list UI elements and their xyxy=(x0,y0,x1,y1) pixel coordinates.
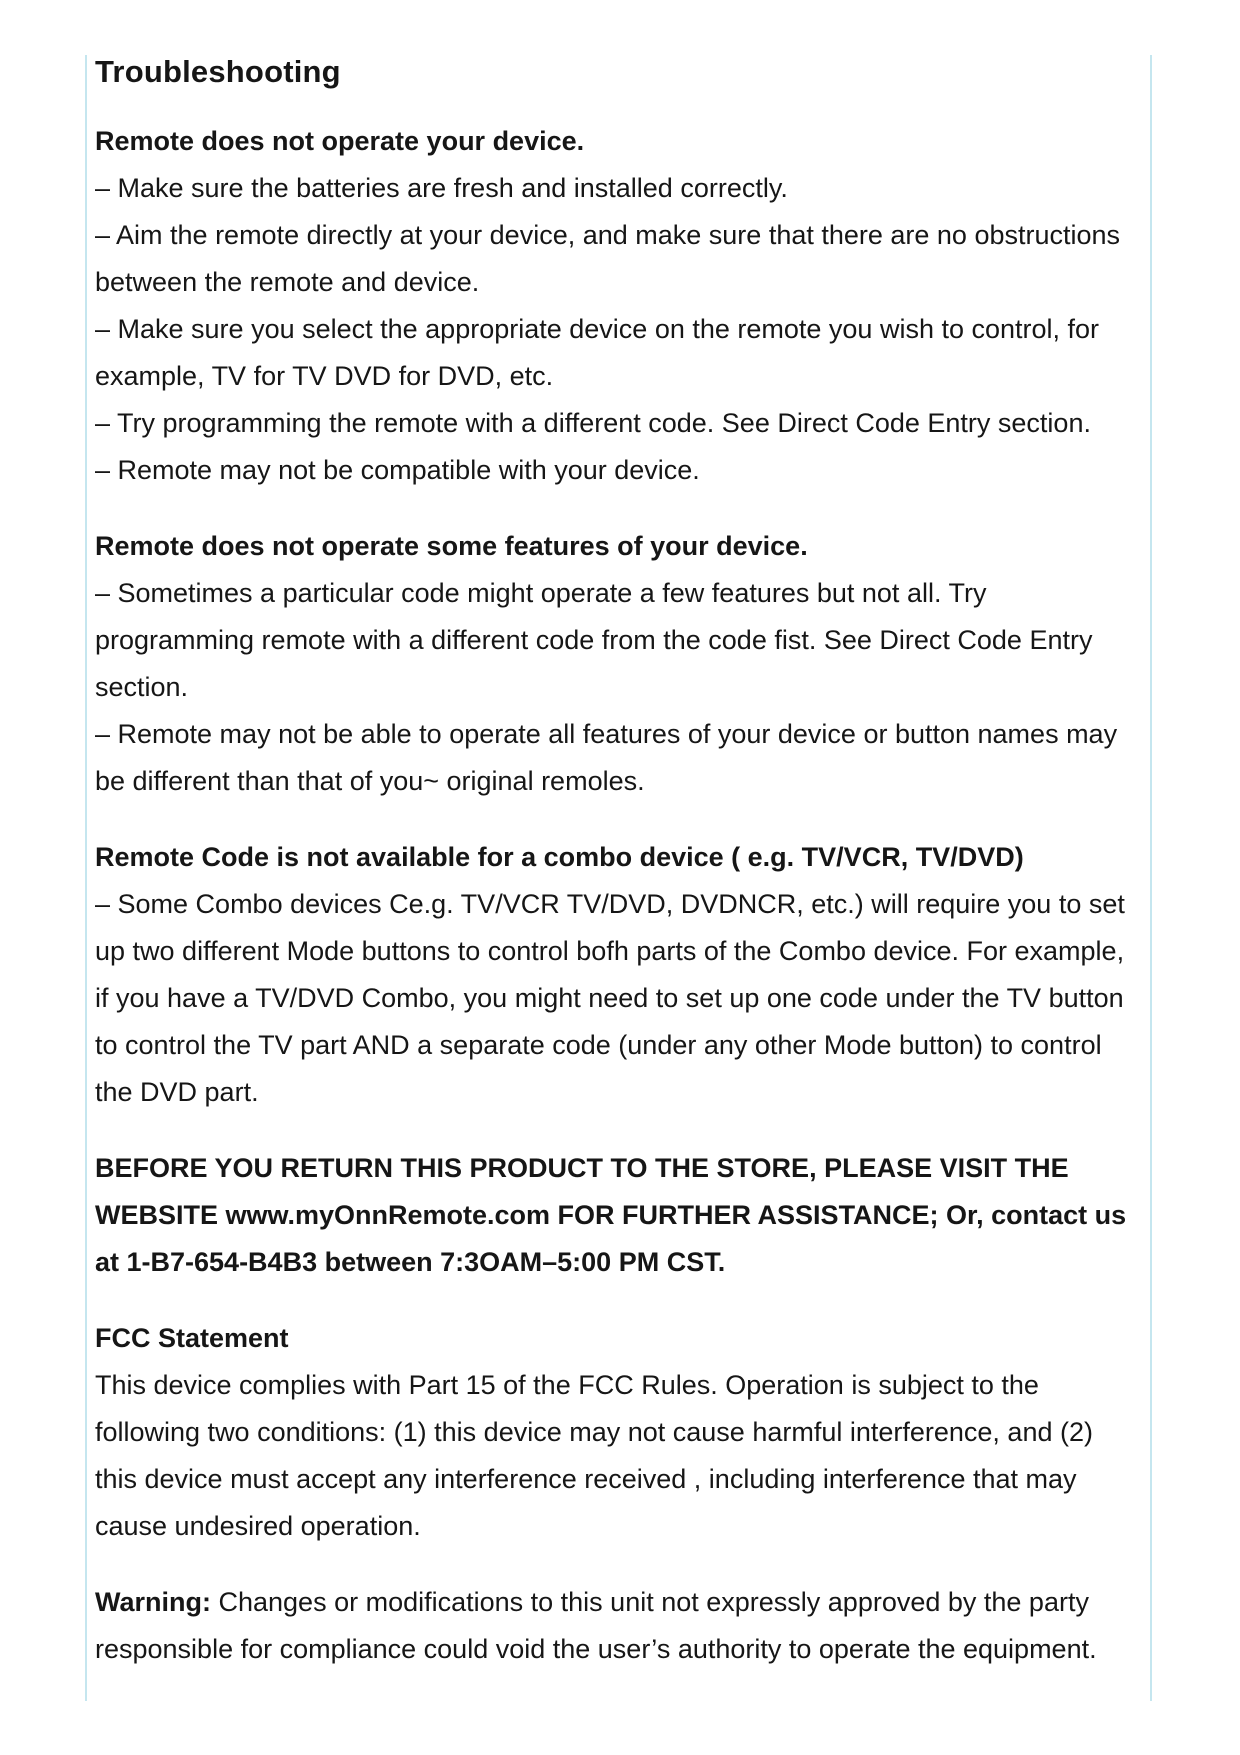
text-line xyxy=(95,1145,1145,1192)
text-line xyxy=(95,1022,1145,1069)
document-content xyxy=(95,52,1145,1673)
text-line xyxy=(95,259,1145,306)
text-line xyxy=(95,881,1145,928)
text-line xyxy=(95,447,1145,494)
text-run: up two different Mode buttons to control bofh parts of the Combo device. For example, xyxy=(95,936,1125,966)
text-line xyxy=(95,834,1145,881)
text-line xyxy=(95,1315,1145,1362)
text-run: – Remote may not be compatible with your device. xyxy=(95,455,700,485)
text-run: cause undesired operation. xyxy=(95,1511,421,1541)
text-run: section. xyxy=(95,672,189,702)
text-run: – Sometimes a particular code might operate a few features but not all. Try xyxy=(95,578,987,608)
text-line xyxy=(95,118,1145,165)
bold-text-run: WEBSITE www.myOnnRemote.com FOR FURTHER ASSISTANCE; Or, contact us xyxy=(95,1200,1127,1230)
bold-text-run: Warning: xyxy=(95,1587,211,1617)
text-run: following two conditions: (1) this device may not cause harmful interference, and (2) xyxy=(95,1417,1093,1447)
text-run: this device must accept any interference received , including interference that may xyxy=(95,1464,1077,1494)
text-line xyxy=(95,664,1145,711)
text-line xyxy=(95,306,1145,353)
bold-text-run: FCC Statement xyxy=(95,1323,289,1353)
text-line xyxy=(95,1362,1145,1409)
text-line xyxy=(95,212,1145,259)
text-run: example, TV for TV DVD for DVD, etc. xyxy=(95,361,554,391)
bold-text-run: Remote does not operate your device. xyxy=(95,126,585,156)
text-run: programming remote with a different code from the code fist. See Direct Code Entry xyxy=(95,625,1093,655)
text-line xyxy=(95,1503,1145,1550)
text-line xyxy=(95,353,1145,400)
paragraph-remote-does-not-operate-some-features xyxy=(95,523,1145,805)
text-line xyxy=(95,165,1145,212)
text-run: to control the TV part AND a separate code (under any other Mode button) to control xyxy=(95,1030,1102,1060)
text-line xyxy=(95,570,1145,617)
text-run: between the remote and device. xyxy=(95,267,480,297)
text-line xyxy=(95,523,1145,570)
text-run: the DVD part. xyxy=(95,1077,259,1107)
bold-text-run: BEFORE YOU RETURN THIS PRODUCT TO THE STORE, PLEASE VISIT THE xyxy=(95,1153,1069,1183)
text-line xyxy=(95,400,1145,447)
paragraph-remote-does-not-operate-device xyxy=(95,118,1145,494)
text-run: be different than that of you~ original remoles. xyxy=(95,766,645,796)
paragraph-remote-code-not-available-combo-device xyxy=(95,834,1145,1116)
paragraph-before-you-return-notice xyxy=(95,1145,1145,1286)
paragraph-warning xyxy=(95,1579,1145,1673)
text-run: Changes or modifications to this unit not expressly approved by the party xyxy=(210,1587,1089,1617)
text-line xyxy=(95,1579,1145,1626)
text-column-guide-right xyxy=(1150,55,1152,1701)
page-title: Troubleshooting xyxy=(95,54,341,89)
text-run: if you have a TV/DVD Combo, you might need to set up one code under the TV button xyxy=(95,983,1124,1013)
text-line xyxy=(95,1409,1145,1456)
text-line xyxy=(95,1069,1145,1116)
text-line xyxy=(95,928,1145,975)
paragraph-fcc-statement xyxy=(95,1315,1145,1550)
text-line xyxy=(95,975,1145,1022)
paragraph-container xyxy=(95,118,1145,1673)
text-line xyxy=(95,617,1145,664)
text-run: – Try programming the remote with a different code. See Direct Code Entry section. xyxy=(95,408,1091,438)
bold-text-run: Remote does not operate some features of your device. xyxy=(95,531,808,561)
text-line xyxy=(95,1192,1145,1239)
text-line xyxy=(95,711,1145,758)
text-line xyxy=(95,758,1145,805)
text-line xyxy=(95,1626,1145,1673)
text-run: – Make sure the batteries are fresh and installed correctly. xyxy=(95,173,788,203)
bold-text-run: at 1-B7-654-B4B3 between 7:3OAM–5:00 PM CST. xyxy=(95,1247,726,1277)
bold-text-run: Remote Code is not available for a combo device ( e.g. TV/VCR, TV/DVD) xyxy=(95,842,1024,872)
text-run: This device complies with Part 15 of the FCC Rules. Operation is subject to the xyxy=(95,1370,1039,1400)
text-line xyxy=(95,1456,1145,1503)
text-run: – Make sure you select the appropriate device on the remote you wish to control, for xyxy=(95,314,1100,344)
text-line xyxy=(95,1239,1145,1286)
text-run: – Remote may not be able to operate all features of your device or button names may xyxy=(95,719,1118,749)
text-run: – Some Combo devices Ce.g. TV/VCR TV/DVD, DVDNCR, etc.) will require you to set xyxy=(95,889,1125,919)
text-run: responsible for compliance could void the user’s authority to operate the equipment. xyxy=(95,1634,1097,1664)
text-column-guide-left xyxy=(85,55,87,1701)
text-run: – Aim the remote directly at your device, and make sure that there are no obstructions xyxy=(95,220,1121,250)
